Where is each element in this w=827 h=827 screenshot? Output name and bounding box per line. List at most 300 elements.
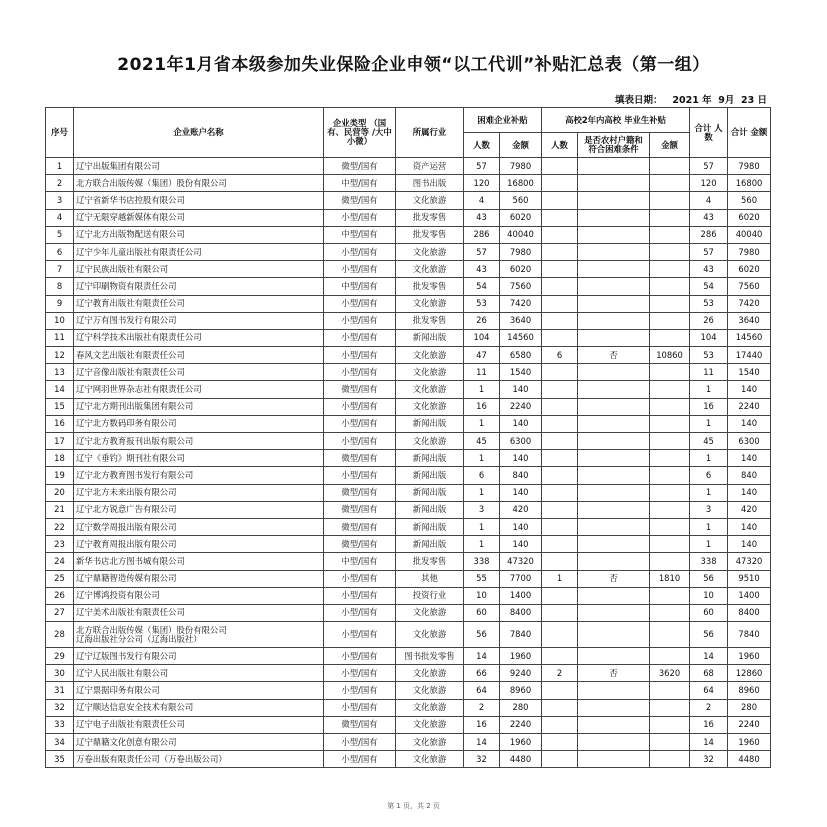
- table-row: [46, 467, 771, 484]
- graduate-amount: [650, 682, 690, 699]
- graduate-amount: [650, 415, 690, 432]
- graduate-people: [542, 716, 578, 733]
- rural-flag: [578, 243, 650, 260]
- total-people: 1: [690, 536, 728, 553]
- rural-flag: [578, 192, 650, 209]
- row-seq: 12: [46, 347, 74, 364]
- total-amount: 140: [728, 484, 771, 501]
- industry: 新闻出版: [396, 415, 464, 432]
- difficult-people: 11: [464, 364, 500, 381]
- total-people: 64: [690, 682, 728, 699]
- table-row: [46, 398, 771, 415]
- difficult-amount: 6300: [500, 433, 542, 450]
- row-seq: 19: [46, 467, 74, 484]
- company-name: 辽宁鼎籍智造传媒有限公司: [74, 570, 324, 587]
- industry: 批发零售: [396, 278, 464, 295]
- difficult-amount: 47320: [500, 553, 542, 570]
- company-name: 辽宁辽版图书发行有限公司: [74, 648, 324, 665]
- industry: 其他: [396, 570, 464, 587]
- table-row: [46, 682, 771, 699]
- rural-flag: [578, 518, 650, 535]
- total-people: 1: [690, 381, 728, 398]
- rural-flag: [578, 751, 650, 768]
- company-type: 小型/国有: [324, 734, 396, 751]
- graduate-people: [542, 192, 578, 209]
- total-people: 43: [690, 209, 728, 226]
- rural-flag: [578, 364, 650, 381]
- rural-flag: [578, 226, 650, 243]
- total-people: 57: [690, 158, 728, 175]
- header-total-people: 合计 人数: [690, 108, 728, 158]
- row-seq: 8: [46, 278, 74, 295]
- graduate-amount: [650, 243, 690, 260]
- total-people: 43: [690, 261, 728, 278]
- total-amount: 1540: [728, 364, 771, 381]
- difficult-amount: 280: [500, 699, 542, 716]
- graduate-people: [542, 467, 578, 484]
- industry: 文化旅游: [396, 243, 464, 260]
- graduate-amount: [650, 699, 690, 716]
- rural-flag: [578, 261, 650, 278]
- table-row: [46, 648, 771, 665]
- industry: 文化旅游: [396, 433, 464, 450]
- difficult-amount: 7980: [500, 158, 542, 175]
- company-type: 小型/国有: [324, 604, 396, 621]
- graduate-people: [542, 261, 578, 278]
- total-amount: 40040: [728, 226, 771, 243]
- fill-date: 填表日期： 2021 年 9月 23 日: [614, 95, 767, 106]
- rural-flag: [578, 536, 650, 553]
- row-seq: 16: [46, 415, 74, 432]
- industry: 文化旅游: [396, 381, 464, 398]
- company-name: 辽宁北方期刊出版集团有限公司: [74, 398, 324, 415]
- difficult-people: 3: [464, 501, 500, 518]
- difficult-amount: 140: [500, 484, 542, 501]
- company-type: 微型/国有: [324, 381, 396, 398]
- difficult-people: 47: [464, 347, 500, 364]
- total-amount: 7840: [728, 622, 771, 648]
- company-type: 小型/国有: [324, 587, 396, 604]
- company-name: 辽宁北方教育图书发行有限公司: [74, 467, 324, 484]
- total-people: 53: [690, 295, 728, 312]
- subsidy-table: [45, 107, 771, 768]
- row-seq: 26: [46, 587, 74, 604]
- header-graduate-amount: 金额: [650, 133, 690, 158]
- header-type: 企业类型 （国有、民营等 /大中小微）: [324, 108, 396, 158]
- graduate-people: [542, 243, 578, 260]
- graduate-people: 1: [542, 570, 578, 587]
- industry: 新闻出版: [396, 484, 464, 501]
- total-people: 68: [690, 665, 728, 682]
- difficult-people: 57: [464, 158, 500, 175]
- total-people: 11: [690, 364, 728, 381]
- rural-flag: [578, 398, 650, 415]
- graduate-people: [542, 329, 578, 346]
- row-seq: 23: [46, 536, 74, 553]
- company-type: 小型/国有: [324, 398, 396, 415]
- company-name: 辽宁电子出版社有限责任公司: [74, 716, 324, 733]
- difficult-people: 43: [464, 209, 500, 226]
- total-amount: 840: [728, 467, 771, 484]
- total-amount: 47320: [728, 553, 771, 570]
- graduate-people: [542, 415, 578, 432]
- industry: 批发零售: [396, 226, 464, 243]
- graduate-amount: [650, 648, 690, 665]
- total-amount: 7980: [728, 158, 771, 175]
- graduate-amount: [650, 192, 690, 209]
- row-seq: 17: [46, 433, 74, 450]
- company-type: 小型/国有: [324, 682, 396, 699]
- table-row: [46, 347, 771, 364]
- total-amount: 16800: [728, 175, 771, 192]
- graduate-people: [542, 450, 578, 467]
- total-amount: 2240: [728, 716, 771, 733]
- graduate-amount: [650, 209, 690, 226]
- company-type: 小型/国有: [324, 570, 396, 587]
- company-name: 万卷出版有限责任公司（万卷出版公司）: [74, 751, 324, 768]
- row-seq: 2: [46, 175, 74, 192]
- row-seq: 21: [46, 501, 74, 518]
- company-name: 辽宁民族出版社有限公司: [74, 261, 324, 278]
- difficult-people: 66: [464, 665, 500, 682]
- difficult-amount: 140: [500, 450, 542, 467]
- company-type: 小型/国有: [324, 648, 396, 665]
- graduate-amount: [650, 381, 690, 398]
- difficult-people: 14: [464, 648, 500, 665]
- industry: 图书出版: [396, 175, 464, 192]
- table-row: [46, 278, 771, 295]
- total-amount: 420: [728, 501, 771, 518]
- company-type: 小型/国有: [324, 261, 396, 278]
- rural-flag: [578, 209, 650, 226]
- difficult-people: 2: [464, 699, 500, 716]
- table-row: [46, 751, 771, 768]
- difficult-amount: 6020: [500, 209, 542, 226]
- total-people: 2: [690, 699, 728, 716]
- graduate-people: [542, 433, 578, 450]
- graduate-amount: 1810: [650, 570, 690, 587]
- total-people: 56: [690, 570, 728, 587]
- row-seq: 1: [46, 158, 74, 175]
- company-name: 辽宁数学周报出版有限公司: [74, 518, 324, 535]
- difficult-people: 286: [464, 226, 500, 243]
- total-amount: 17440: [728, 347, 771, 364]
- total-people: 60: [690, 604, 728, 621]
- industry: 文化旅游: [396, 295, 464, 312]
- graduate-amount: [650, 536, 690, 553]
- industry: 批发零售: [396, 312, 464, 329]
- company-type: 小型/国有: [324, 467, 396, 484]
- company-type: 小型/国有: [324, 751, 396, 768]
- rural-flag: [578, 484, 650, 501]
- company-name: 辽宁美术出版社有限责任公司: [74, 604, 324, 621]
- table-row: [46, 158, 771, 175]
- total-people: 32: [690, 751, 728, 768]
- graduate-amount: [650, 398, 690, 415]
- difficult-people: 26: [464, 312, 500, 329]
- company-type: 微型/国有: [324, 450, 396, 467]
- difficult-people: 45: [464, 433, 500, 450]
- total-amount: 7560: [728, 278, 771, 295]
- total-amount: 560: [728, 192, 771, 209]
- graduate-amount: [650, 734, 690, 751]
- company-name: 辽宁少年儿童出版社有限责任公司: [74, 243, 324, 260]
- difficult-people: 56: [464, 622, 500, 648]
- row-seq: 6: [46, 243, 74, 260]
- total-people: 4: [690, 192, 728, 209]
- header-difficult: 困难企业补贴: [464, 108, 542, 133]
- difficult-amount: 560: [500, 192, 542, 209]
- total-amount: 7420: [728, 295, 771, 312]
- graduate-amount: [650, 553, 690, 570]
- company-name: 辽宁出版集团有限公司: [74, 158, 324, 175]
- difficult-people: 16: [464, 398, 500, 415]
- industry: 批发零售: [396, 553, 464, 570]
- graduate-people: [542, 278, 578, 295]
- table-row: [46, 433, 771, 450]
- graduate-people: [542, 553, 578, 570]
- company-type: 小型/国有: [324, 209, 396, 226]
- company-type: 微型/国有: [324, 716, 396, 733]
- table-row: [46, 261, 771, 278]
- company-name: 辽宁北方数码印务有限公司: [74, 415, 324, 432]
- difficult-people: 55: [464, 570, 500, 587]
- row-seq: 20: [46, 484, 74, 501]
- difficult-amount: 840: [500, 467, 542, 484]
- row-seq: 13: [46, 364, 74, 381]
- rural-flag: [578, 734, 650, 751]
- header-rural: 是否农村户籍和 符合困难条件: [578, 133, 650, 158]
- rural-flag: [578, 278, 650, 295]
- total-people: 14: [690, 648, 728, 665]
- graduate-amount: [650, 484, 690, 501]
- difficult-people: 120: [464, 175, 500, 192]
- row-seq: 15: [46, 398, 74, 415]
- total-people: 3: [690, 501, 728, 518]
- difficult-people: 10: [464, 587, 500, 604]
- row-seq: 25: [46, 570, 74, 587]
- total-amount: 3640: [728, 312, 771, 329]
- row-seq: 22: [46, 518, 74, 535]
- difficult-amount: 7980: [500, 243, 542, 260]
- total-amount: 140: [728, 450, 771, 467]
- difficult-amount: 7700: [500, 570, 542, 587]
- total-people: 56: [690, 622, 728, 648]
- total-people: 6: [690, 467, 728, 484]
- graduate-amount: [650, 518, 690, 535]
- difficult-people: 338: [464, 553, 500, 570]
- difficult-amount: 140: [500, 415, 542, 432]
- difficult-amount: 1540: [500, 364, 542, 381]
- industry: 新闻出版: [396, 450, 464, 467]
- total-people: 1: [690, 484, 728, 501]
- graduate-people: 2: [542, 665, 578, 682]
- rural-flag: 否: [578, 665, 650, 682]
- row-seq: 30: [46, 665, 74, 682]
- difficult-amount: 16800: [500, 175, 542, 192]
- industry: 文化旅游: [396, 751, 464, 768]
- graduate-people: [542, 518, 578, 535]
- rural-flag: [578, 415, 650, 432]
- difficult-amount: 8960: [500, 682, 542, 699]
- industry: 文化旅游: [396, 622, 464, 648]
- header-graduate-people: 人数: [542, 133, 578, 158]
- company-name: 辽宁博鸿投资有限公司: [74, 587, 324, 604]
- company-type: 中型/国有: [324, 226, 396, 243]
- table-row: [46, 716, 771, 733]
- table-row: [46, 192, 771, 209]
- total-people: 16: [690, 398, 728, 415]
- row-seq: 34: [46, 734, 74, 751]
- difficult-amount: 40040: [500, 226, 542, 243]
- difficult-people: 14: [464, 734, 500, 751]
- company-type: 小型/国有: [324, 312, 396, 329]
- company-name: 辽宁音像出版社有限责任公司: [74, 364, 324, 381]
- company-name: 辽宁教育周报出版有限公司: [74, 536, 324, 553]
- page-footer: 第 1 页，共 2 页: [387, 802, 440, 810]
- total-people: 120: [690, 175, 728, 192]
- row-seq: 9: [46, 295, 74, 312]
- graduate-amount: [650, 751, 690, 768]
- table-row: [46, 295, 771, 312]
- total-amount: 6020: [728, 209, 771, 226]
- company-type: 小型/国有: [324, 295, 396, 312]
- total-amount: 280: [728, 699, 771, 716]
- graduate-amount: [650, 450, 690, 467]
- company-name: 辽宁北方出版物配送有限公司: [74, 226, 324, 243]
- industry: 图书批发零售: [396, 648, 464, 665]
- total-people: 1: [690, 450, 728, 467]
- rural-flag: [578, 716, 650, 733]
- difficult-amount: 6580: [500, 347, 542, 364]
- difficult-people: 1: [464, 536, 500, 553]
- difficult-amount: 1400: [500, 587, 542, 604]
- graduate-people: [542, 209, 578, 226]
- rural-flag: 否: [578, 570, 650, 587]
- rural-flag: [578, 175, 650, 192]
- row-seq: 10: [46, 312, 74, 329]
- company-type: 小型/国有: [324, 665, 396, 682]
- row-seq: 11: [46, 329, 74, 346]
- graduate-amount: [650, 312, 690, 329]
- company-type: 微型/国有: [324, 158, 396, 175]
- table-row: [46, 243, 771, 260]
- table-row: [46, 381, 771, 398]
- difficult-people: 1: [464, 484, 500, 501]
- company-type: 微型/国有: [324, 536, 396, 553]
- industry: 批发零售: [396, 209, 464, 226]
- graduate-people: [542, 295, 578, 312]
- graduate-amount: [650, 622, 690, 648]
- row-seq: 18: [46, 450, 74, 467]
- rural-flag: [578, 587, 650, 604]
- total-amount: 2240: [728, 398, 771, 415]
- header-difficult-people: 人数: [464, 133, 500, 158]
- industry: 文化旅游: [396, 398, 464, 415]
- difficult-people: 32: [464, 751, 500, 768]
- graduate-people: [542, 484, 578, 501]
- industry: 文化旅游: [396, 192, 464, 209]
- table-row: [46, 604, 771, 621]
- difficult-amount: 6020: [500, 261, 542, 278]
- company-type: 小型/国有: [324, 243, 396, 260]
- total-amount: 12860: [728, 665, 771, 682]
- difficult-people: 53: [464, 295, 500, 312]
- header-graduate: 高校2年内高校 毕业生补贴: [542, 108, 690, 133]
- difficult-amount: 140: [500, 518, 542, 535]
- company-name: 辽宁《垂钓》期刊社有限公司: [74, 450, 324, 467]
- header-difficult-amount: 金额: [500, 133, 542, 158]
- rural-flag: [578, 699, 650, 716]
- difficult-amount: 420: [500, 501, 542, 518]
- industry: 文化旅游: [396, 347, 464, 364]
- total-people: 26: [690, 312, 728, 329]
- table-row: [46, 329, 771, 346]
- row-seq: 24: [46, 553, 74, 570]
- company-name: 辽宁科学技术出版社有限责任公司: [74, 329, 324, 346]
- difficult-people: 4: [464, 192, 500, 209]
- company-type: 中型/国有: [324, 553, 396, 570]
- total-amount: 9510: [728, 570, 771, 587]
- company-name: 新华书店北方图书城有限公司: [74, 553, 324, 570]
- difficult-amount: 1960: [500, 648, 542, 665]
- company-name: 辽宁北方未来出版有限公司: [74, 484, 324, 501]
- total-people: 45: [690, 433, 728, 450]
- company-type: 小型/国有: [324, 329, 396, 346]
- difficult-people: 64: [464, 682, 500, 699]
- company-name: 辽宁万有图书发行有限公司: [74, 312, 324, 329]
- company-type: 小型/国有: [324, 622, 396, 648]
- difficult-people: 43: [464, 261, 500, 278]
- header-industry: 所属行业: [396, 108, 464, 158]
- table-row: [46, 364, 771, 381]
- graduate-amount: [650, 467, 690, 484]
- graduate-people: [542, 364, 578, 381]
- company-type: 小型/国有: [324, 347, 396, 364]
- header-total-amount: 合计 金额: [728, 108, 771, 158]
- industry: 文化旅游: [396, 665, 464, 682]
- difficult-amount: 2240: [500, 716, 542, 733]
- row-seq: 33: [46, 716, 74, 733]
- total-amount: 140: [728, 536, 771, 553]
- table-row: [46, 209, 771, 226]
- company-type: 小型/国有: [324, 415, 396, 432]
- company-name: 辽宁票据印务有限公司: [74, 682, 324, 699]
- rural-flag: [578, 604, 650, 621]
- table-row: [46, 536, 771, 553]
- company-name: 辽宁北方教育报刊出版有限公司: [74, 433, 324, 450]
- graduate-amount: [650, 433, 690, 450]
- graduate-people: 6: [542, 347, 578, 364]
- industry: 文化旅游: [396, 682, 464, 699]
- header-company: 企业账户名称: [74, 108, 324, 158]
- graduate-people: [542, 682, 578, 699]
- industry: 投资行业: [396, 587, 464, 604]
- graduate-people: [542, 398, 578, 415]
- graduate-people: [542, 158, 578, 175]
- total-amount: 8400: [728, 604, 771, 621]
- graduate-people: [542, 604, 578, 621]
- difficult-amount: 8400: [500, 604, 542, 621]
- difficult-amount: 9240: [500, 665, 542, 682]
- industry: 资产运营: [396, 158, 464, 175]
- difficult-amount: 1960: [500, 734, 542, 751]
- table-row: [46, 226, 771, 243]
- table-row: [46, 699, 771, 716]
- table-row: [46, 450, 771, 467]
- rural-flag: [578, 433, 650, 450]
- graduate-amount: [650, 175, 690, 192]
